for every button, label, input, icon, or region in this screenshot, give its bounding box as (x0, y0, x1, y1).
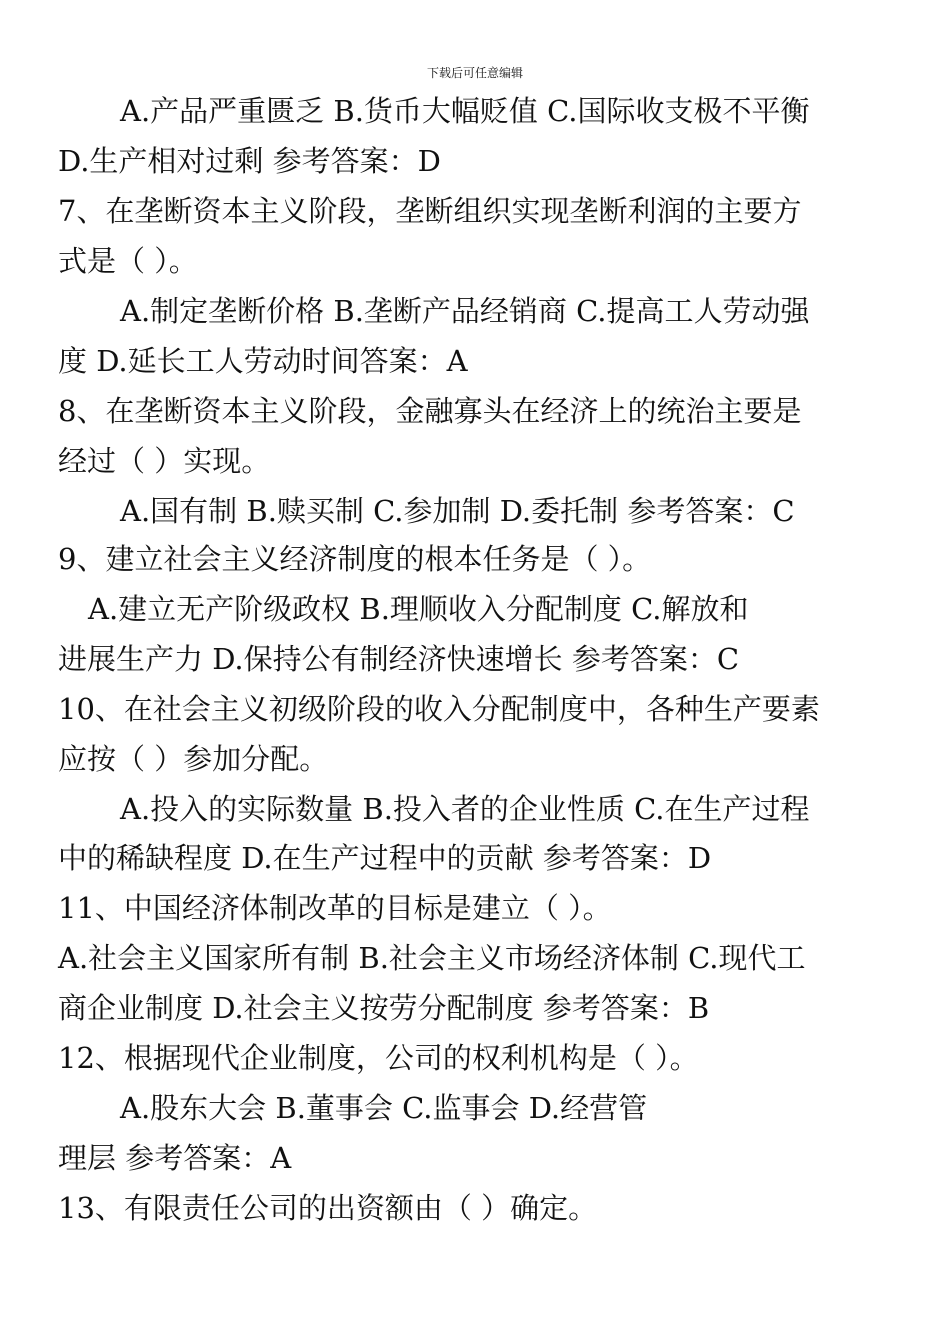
question-9-options-continued: 进展生产力 D.保持公有制经济快速增长 参考答案：C (58, 642, 740, 676)
option-line-continued: D.生产相对过剩 参考答案：D (58, 144, 441, 178)
question-11-options-continued: 商企业制度 D.社会主义按劳分配制度 参考答案：B (58, 991, 710, 1025)
question-8-options: A.国有制 B.赎买制 C.参加制 D.委托制 参考答案：C (120, 494, 795, 528)
question-8-continued: 经过（ ）实现。 (58, 444, 271, 478)
question-7-continued: 式是（ ）。 (58, 244, 198, 278)
question-8: 8、在垄断资本主义阶段，金融寡头在经济上的统治主要是 (58, 394, 802, 428)
page-header: 下载后可任意编辑 (426, 66, 523, 80)
question-9-options: A.建立无产阶级政权 B.理顺收入分配制度 C.解放和 (88, 592, 749, 626)
question-9: 9、建立社会主义经济制度的根本任务是（ ）。 (58, 542, 652, 576)
question-12-options: A.股东大会 B.董事会 C.监事会 D.经营管 (120, 1091, 648, 1125)
question-12: 12、根据现代企业制度，公司的权利机构是（ ）。 (58, 1041, 699, 1075)
question-7-options: A.制定垄断价格 B.垄断产品经销商 C.提高工人劳动强 (120, 294, 810, 328)
question-10-options: A.投入的实际数量 B.投入者的企业性质 C.在生产过程 (120, 792, 810, 826)
question-10: 10、在社会主义初级阶段的收入分配制度中，各种生产要素 (58, 692, 820, 726)
option-line: A.产品严重匮乏 B.货币大幅贬值 C.国际收支极不平衡 (120, 94, 810, 128)
question-11: 11、中国经济体制改革的目标是建立（ ）。 (58, 891, 612, 925)
question-12-options-continued: 理层 参考答案：A (58, 1141, 292, 1175)
question-10-options-continued: 中的稀缺程度 D.在生产过程中的贡献 参考答案：D (58, 841, 712, 875)
question-10-continued: 应按（ ）参加分配。 (58, 742, 329, 776)
question-11-options: A.社会主义国家所有制 B.社会主义市场经济体制 C.现代工 (58, 941, 806, 975)
question-7: 7、在垄断资本主义阶段，垄断组织实现垄断利润的主要方 (58, 194, 802, 228)
question-7-options-continued: 度 D.延长工人劳动时间答案：A (58, 344, 468, 378)
question-13: 13、有限责任公司的出资额由（ ）确定。 (58, 1191, 598, 1225)
